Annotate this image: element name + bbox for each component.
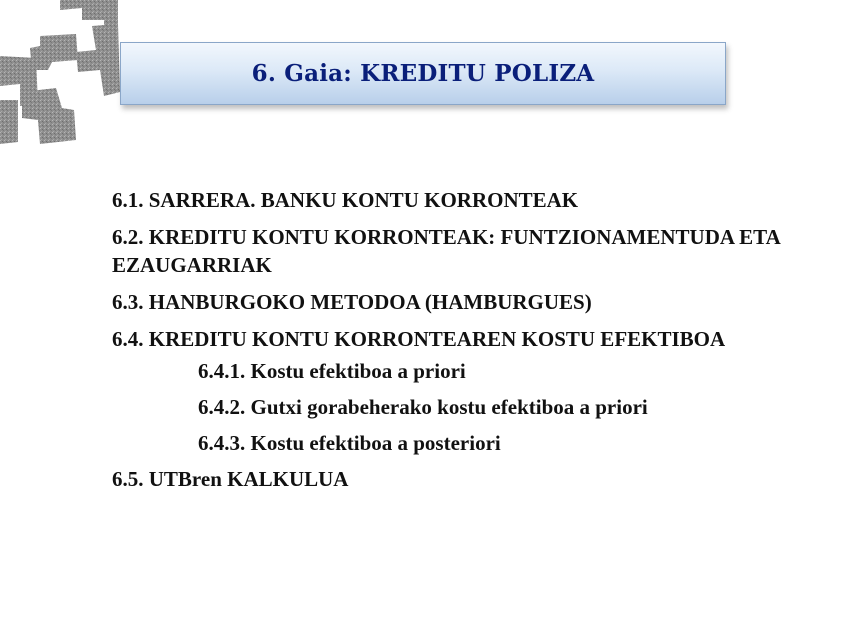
- university-logo-icon: [0, 0, 130, 150]
- outline-item: 6.4. KREDITU KONTU KORRONTEAREN KOSTU EFEKTIBOA: [112, 327, 726, 351]
- topic-outline: [112, 186, 832, 502]
- outline-subitem: 6.4.1. Kostu efektiboa a priori: [198, 359, 466, 383]
- outline-item: 6.3. HANBURGOKO METODOA (HAMBURGUES): [112, 290, 592, 314]
- title-banner: [120, 42, 726, 105]
- page-title: 6. Gaia: KREDITU POLIZA: [251, 60, 595, 87]
- outline-item: 6.5. UTBren KALKULUA: [112, 467, 349, 491]
- outline-subitem: 6.4.2. Gutxi gorabeherako kostu efektiboa a priori: [198, 395, 648, 419]
- outline-subitem: 6.4.3. Kostu efektiboa a posteriori: [198, 431, 501, 455]
- outline-item: 6.2. KREDITU KONTU KORRONTEAK: FUNTZIONAMENTUDA ETA EZAUGARRIAK: [112, 225, 780, 277]
- outline-item: 6.1. SARRERA. BANKU KONTU KORRONTEAK: [112, 188, 579, 212]
